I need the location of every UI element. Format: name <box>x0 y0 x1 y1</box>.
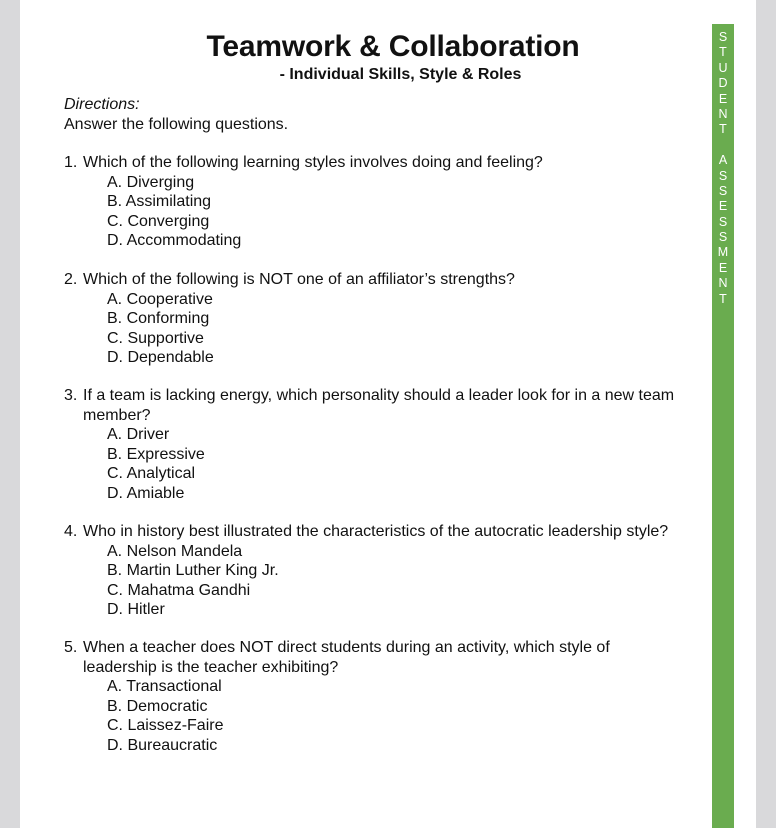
page-subtitle: - Individual Skills, Style & Roles <box>279 66 522 83</box>
banner-letter: S <box>718 168 728 183</box>
banner-letter-gap <box>712 138 734 153</box>
banner-letter: T <box>719 122 727 137</box>
question-text: Who in history best illustrated the characteristics of the autocratic leadership style? <box>83 523 669 540</box>
banner-letter: M <box>717 245 729 260</box>
answer-option: B. Martin Luther King Jr. <box>107 562 279 579</box>
banner-letter: S <box>718 30 728 44</box>
answer-option: C. Supportive <box>107 329 204 347</box>
answer-option: D. Hitler <box>107 601 165 618</box>
banner-letter: A <box>718 153 728 168</box>
banner-letter: D <box>718 76 728 91</box>
banner-letter: U <box>718 60 728 75</box>
directions-text: Answer the following questions. <box>64 116 289 133</box>
question-2 <box>64 270 711 368</box>
answer-option: B. Expressive <box>107 445 205 463</box>
question-number: 5. <box>64 639 78 656</box>
banner-letters <box>712 30 734 307</box>
banner-letter: T <box>719 291 727 306</box>
answer-option: A. Transactional <box>107 678 222 695</box>
answer-option: D. Dependable <box>107 349 214 366</box>
banner-letter: E <box>718 260 728 275</box>
answer-option: C. Mahatma Gandhi <box>107 581 251 599</box>
student-assessment-banner <box>712 24 734 828</box>
answer-option: D. Amiable <box>107 484 185 502</box>
answer-option: A. Cooperative <box>107 290 213 308</box>
question-text: Which of the following is NOT one of an affiliator’s strengths? <box>83 271 515 288</box>
banner-letter: N <box>718 106 728 121</box>
answer-option: A. Diverging <box>107 173 195 191</box>
directions-label: Directions: <box>64 96 140 113</box>
question-number: 4. <box>64 523 78 540</box>
answer-option: D. Accommodating <box>107 232 242 249</box>
answer-option: A. Nelson Mandela <box>107 542 243 560</box>
question-number: 2. <box>64 271 78 288</box>
answer-option: D. Bureaucratic <box>107 736 218 754</box>
question-4 <box>64 522 728 620</box>
answer-option: B. Assimilating <box>107 193 212 210</box>
answer-option: B. Conforming <box>107 310 210 327</box>
page-title: Teamwork & Collaboration <box>206 30 580 63</box>
question-number: 3. <box>64 387 78 404</box>
banner-letter: T <box>719 45 727 60</box>
banner-letter: N <box>718 276 728 291</box>
answer-option: B. Democratic <box>107 697 208 715</box>
banner-letter: E <box>718 91 728 106</box>
banner-letter: S <box>718 183 728 198</box>
banner-letter: E <box>718 199 728 214</box>
document-page <box>20 0 756 828</box>
answer-option: C. Analytical <box>107 465 196 482</box>
banner-letter: S <box>718 214 728 229</box>
question-text: If a team is lacking energy, which personality should a leader look for in a new team member? <box>83 387 675 424</box>
question-text: When a teacher does NOT direct students during an activity, which style of leadership is the teacher exhibiting? <box>83 639 610 676</box>
directions-block <box>64 95 288 135</box>
answer-option: A. Driver <box>107 426 170 443</box>
question-1 <box>64 153 711 251</box>
question-5 <box>64 638 653 755</box>
answer-option: C. Laissez-Faire <box>107 717 224 734</box>
banner-letter: S <box>718 230 728 245</box>
answer-option: C. Converging <box>107 212 210 230</box>
question-number: 1. <box>64 154 78 171</box>
question-3 <box>64 386 711 503</box>
question-text: Which of the following learning styles involves doing and feeling? <box>83 154 543 171</box>
